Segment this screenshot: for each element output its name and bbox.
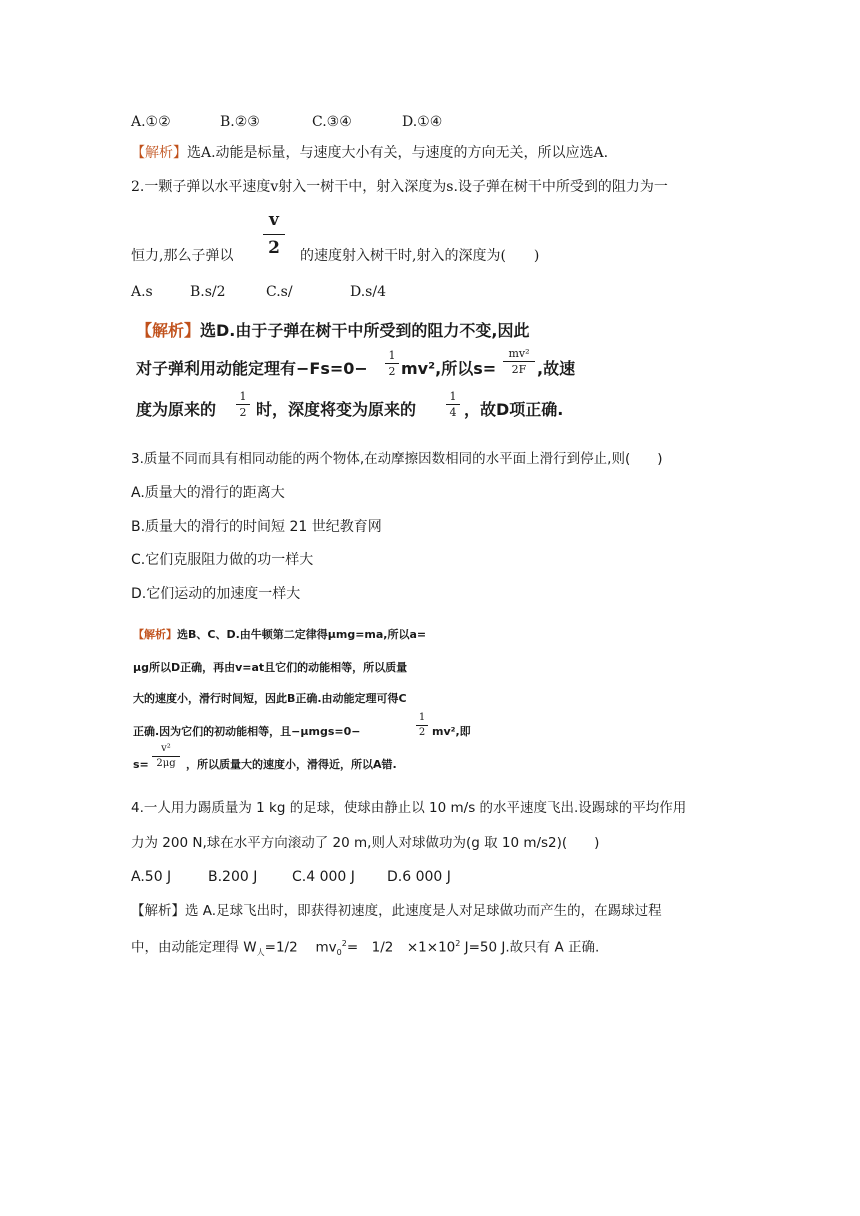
q3-half-fraction: 1 2 [416,713,428,738]
q4-analysis-line1: 【解析】选 A.足球飞出时，即获得初速度，此速度是人对足球做功而产生的，在踢球过程 [131,903,662,919]
q2-stem-line1: 2.一颗子弹以水平速度v射入一树干中，射入深度为s.设子弹在树干中所受到的阻力为一 [131,179,668,195]
q2-stem-suffix: 的速度射入树干时,射入的深度为( ) [300,248,540,264]
q3-option-d: D.它们运动的加速度一样大 [131,586,301,602]
q2-half-fraction: 1 2 [385,350,399,377]
q2-option-a: A.s [131,284,153,300]
q4-stem-line2: 力为 200 N,球在水平方向滚动了 20 m,则人对球做功为(g 取 10 m/s2)( ) [131,835,600,851]
q2-analysis-line3a: 度为原来的 [136,400,217,419]
q2-half-fraction-2: 1 2 [236,391,250,418]
q3-option-b: B.质量大的滑行的时间短 21 世纪教育网 [131,519,382,535]
q3-analysis-line5a: s= [133,758,149,771]
fraction-numerator: v [269,210,279,230]
q3-analysis-line4a: 正确.因为它们的初动能相等，且−μmgs=0− [133,725,361,738]
q4-stem-line1: 4.一人用力踢质量为 1 kg 的足球，使球由静止以 10 m/s 的水平速度飞出.设踢球的平均作用 [131,800,687,816]
q4-option-c: C.4 000 J [292,869,355,885]
q4-analysis-line2: 中，由动能定理得 $W_人=1/2$ $mv_0^2=$ 1/2 $\times 1\times 10^2$ J=50 J.故只有 A 正确. [131,939,600,958]
q3-v2-over-2mug: v² 2μg [152,744,180,769]
q2-option-c: C.s/ [266,284,293,300]
q2-analysis-line2a: 对子弹利用动能定理有−Fs=0− [136,359,368,378]
q2-analysis-line3c: ，故D项正确. [464,400,564,419]
fraction-denominator: 2 [268,238,280,258]
q1-option-a: A.①② [131,114,171,130]
q2-stem-prefix: 恒力,那么子弹以 [131,248,234,264]
q1-option-d: D.①④ [402,114,443,130]
q3-analysis-line5b: ，所以质量大的速度小，滑得近，所以A错. [186,758,397,771]
q2-analysis-line3b: 时，深度将变为原来的 [256,400,417,419]
analysis-tag: 【解析】 [136,321,201,340]
q2-analysis-line2c: ,故速 [537,359,576,378]
q2-quarter-fraction: 1 4 [446,391,460,418]
analysis-tag: 【解析】 [131,145,187,161]
q1-option-c: C.③④ [312,114,352,130]
q4-option-a: A.50 J [131,869,172,885]
analysis-text: 选A.动能是标量，与速度大小有关，与速度的方向无关，所以应选A. [187,145,609,161]
fraction-bar [263,234,285,235]
q1-option-b: B.②③ [220,114,260,130]
q1-analysis [131,144,608,162]
q2-option-b: B.s/2 [190,284,226,300]
q3-analysis-line3: 大的速度小，滑行时间短，因此B正确.由动能定理可得C [133,692,407,705]
q3-analysis-line2: μg所以D正确，再由v=at且它们的动能相等，所以质量 [133,661,408,674]
q2-mv2-over-2f: mv² 2F [503,348,535,375]
q2-option-d: D.s/4 [350,284,386,300]
q2-fraction-v-over-2 [263,212,285,257]
analysis-tag: 【解析】 [131,903,185,919]
q4-option-d: D.6 000 J [387,869,451,885]
q3-analysis-line1: 【解析】选B、C、D.由牛顿第二定律得μmg=ma,所以a= [133,628,427,641]
q3-analysis-line4b: mv²,即 [432,725,471,738]
q2-analysis-line2b: mv²,所以s= [401,359,497,378]
analysis-tag: 【解析】 [133,628,177,641]
q2-analysis-line1: 【解析】选D.由于子弹在树干中所受到的阻力不变,因此 [136,321,530,340]
q3-option-a: A.质量大的滑行的距离大 [131,485,285,501]
q3-stem: 3.质量不同而具有相同动能的两个物体,在动摩擦因数相同的水平面上滑行到停止,则( ) [131,451,663,467]
q4-option-b: B.200 J [208,869,258,885]
q3-option-c: C.它们克服阻力做的功一样大 [131,552,314,568]
